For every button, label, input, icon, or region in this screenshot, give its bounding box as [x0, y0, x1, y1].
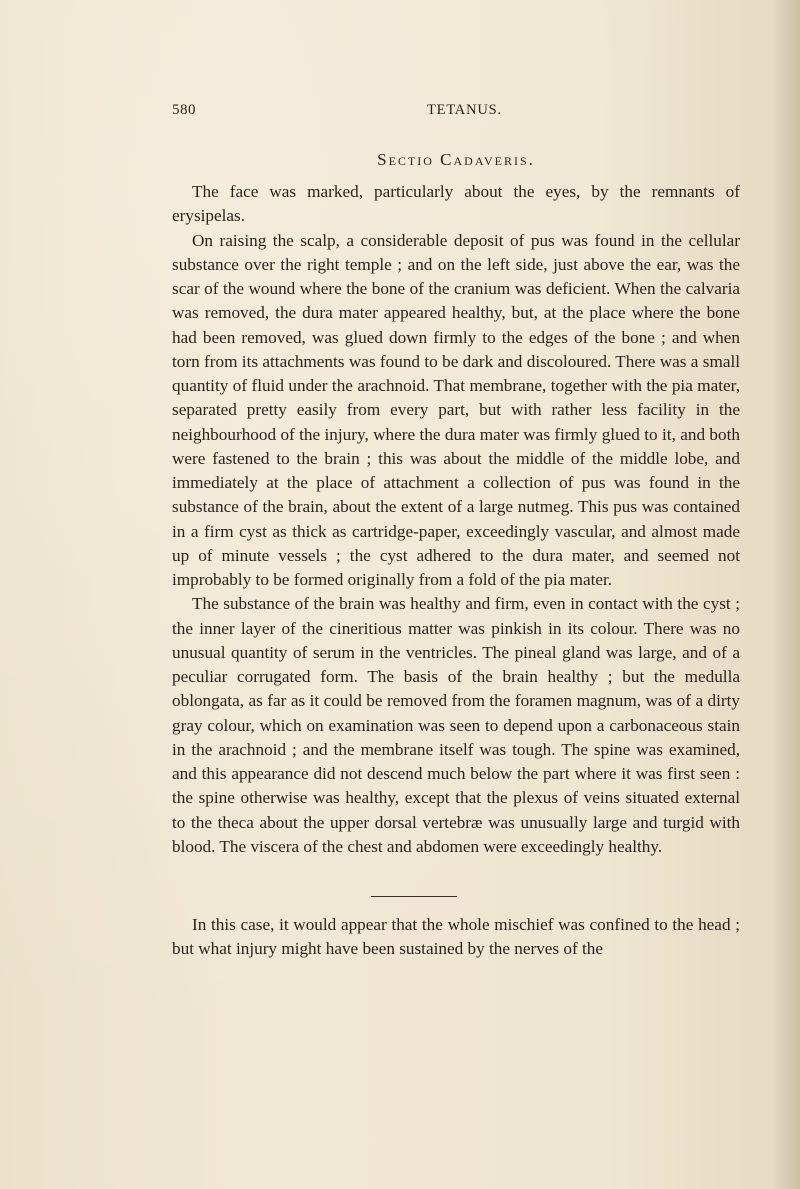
- section-title: Sectio Cadaveris.: [377, 150, 535, 169]
- paragraph: On raising the scalp, a considerable deposit of pus was found in the cellular substance over the right temple ; and on the left side, just above the ear, was the scar of the wound where the bone of the cranium was deficient. When the calvaria was removed, the dura mater appeared healthy, but, at the place where the bone had been removed, was glued down firmly to the edges of the bone ; and when torn from its attachments was found to be dark and discoloured. There was a small quantity of fluid under the arachnoid. That membrane, together with the pia mater, separated pretty easily from every part, but with rather less facility in the neighbourhood of the injury, where the dura mater was firmly glued to it, and both were fastened to the brain ; this was about the middle of the middle lobe, and immediately at the place of attachment a collection of pus was found in the substance of the brain, about the extent of a large nutmeg. This pus was contained in a firm cyst as thick as cartridge-paper, exceedingly vascular, and almost made up of minute vessels ; the cyst adhered to the dura mater, and seemed not improbably to be formed originally from a fold of the pia mater.: [172, 230, 740, 589]
- section-divider: [371, 896, 457, 897]
- paragraph: The face was marked, particularly about the eyes, by the remnants of erysipelas.: [172, 182, 740, 226]
- page-edge-shadow: [772, 0, 800, 1189]
- running-head: TETANUS.: [427, 102, 502, 118]
- closing-text: [172, 913, 740, 962]
- paragraph: The substance of the brain was healthy and firm, even in contact with the cyst ; the inner layer of the cineritious matter was pinkish in its colour. There was no unusual quantity of serum in the ventricles. The pineal gland was large, and of a peculiar corrugated form. The basis of the brain healthy ; but the medulla oblongata, as far as it could be removed from the foramen magnum, was of a dirty gray colour, which on examination was seen to depend upon a carbonaceous stain in the arachnoid ; and the membrane itself was tough. The spine was examined, and this appearance did not descend much below the part where it was first seen : the spine otherwise was healthy, except that the plexus of veins situated external to the theca about the upper dorsal vertebræ was unusually large and turgid with blood. The viscera of the chest and abdomen were exceedingly healthy.: [172, 594, 740, 856]
- page-number: 580: [172, 102, 196, 118]
- main-text: [172, 180, 740, 859]
- paragraph: In this case, it would appear that the whole mischief was confined to the head ; but what injury might have been sustained by the nerves of the: [172, 915, 740, 959]
- page-header: [172, 102, 740, 124]
